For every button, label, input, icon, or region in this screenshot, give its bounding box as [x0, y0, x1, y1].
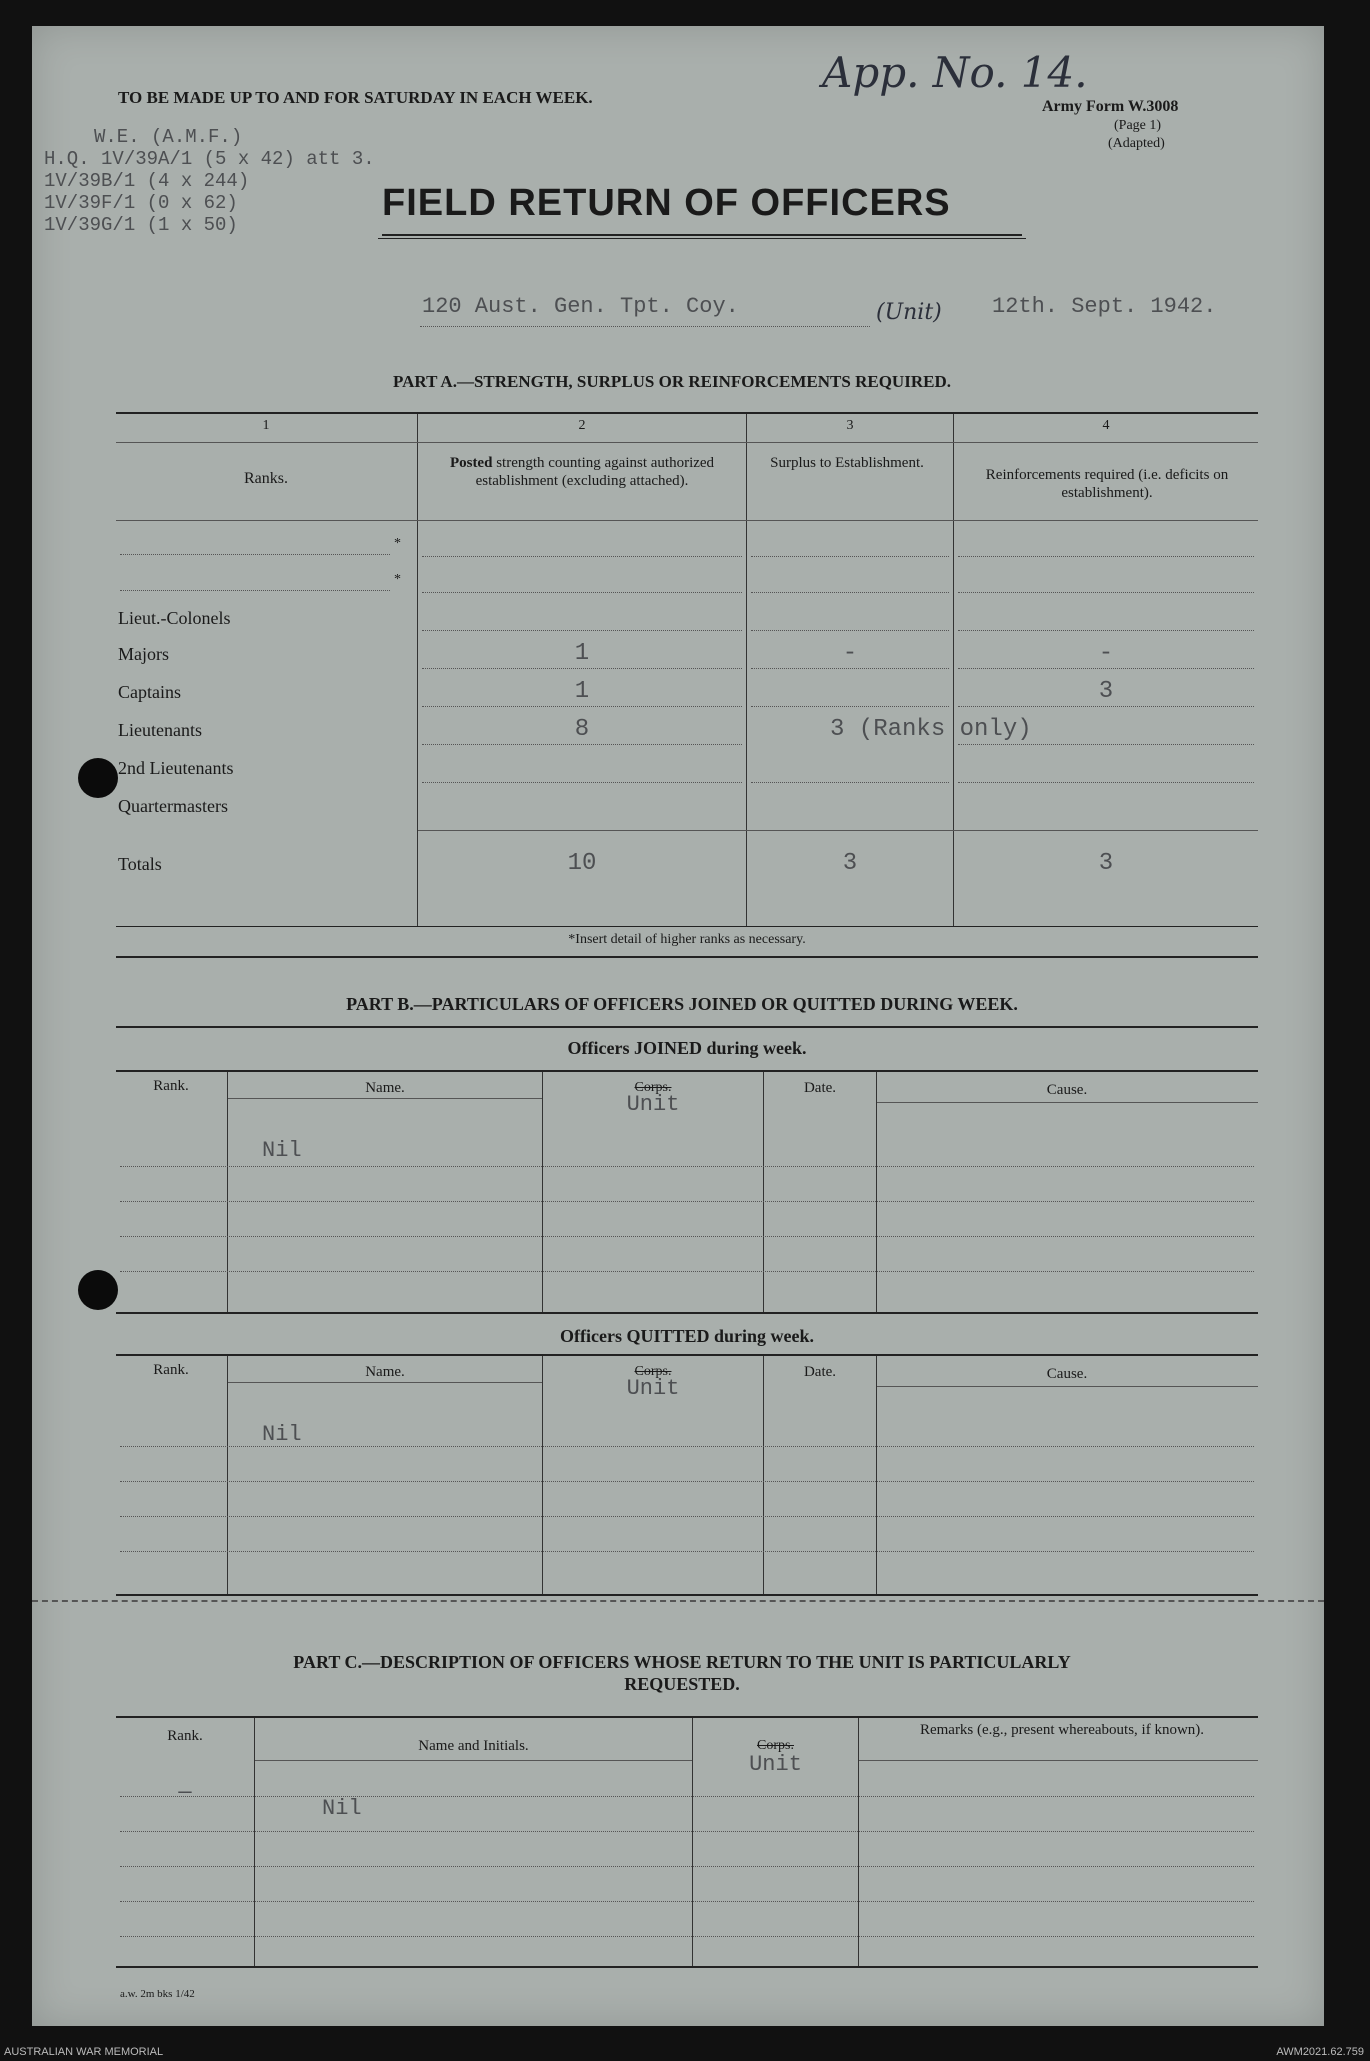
quitted-unit-header: Unit: [626, 1376, 680, 1401]
majors-surplus: -: [842, 640, 858, 667]
footer-archive-id: AWM2021.62.759: [1276, 2046, 1364, 2058]
joined-cause-header: Cause.: [1046, 1082, 1088, 1098]
rank-captains: Captains: [118, 682, 181, 702]
header-posted-bold: Posted: [449, 455, 493, 471]
joined-date-header: Date.: [803, 1080, 837, 1096]
captains-posted: 1: [574, 678, 590, 705]
unit-label: (Unit): [876, 300, 942, 325]
handwritten-reference: App. No. 14.: [822, 48, 1088, 97]
typed-code-line: 1V/39G/1 (1 x 50): [44, 214, 238, 236]
quitted-title: Officers QUITTED during week.: [560, 1326, 814, 1346]
typed-codes: [44, 126, 375, 236]
part-a-footnote: *Insert detail of higher ranks as necessary.: [568, 932, 806, 947]
punch-hole: [78, 758, 118, 798]
rank-majors: Majors: [118, 644, 169, 664]
joined-corps-header: Corps.: [634, 1080, 672, 1095]
part-c-rank-header: Rank.: [167, 1728, 203, 1744]
joined-unit-header: Unit: [626, 1092, 680, 1117]
part-a-title: PART A.—STRENGTH, SURPLUS OR REINFORCEMENTS REQUIRED.: [393, 372, 951, 391]
form-name: Army Form W.3008: [1042, 98, 1179, 115]
joined-title: Officers JOINED during week.: [567, 1038, 807, 1058]
part-c-title-line1: PART C.—DESCRIPTION OF OFFICERS WHOSE RETURN TO THE UNIT IS PARTICULARLY: [293, 1652, 1071, 1672]
joined-entry: Nil: [262, 1138, 302, 1163]
part-c-name-header: Name and Initials.: [418, 1738, 529, 1754]
col-number: 2: [578, 418, 586, 433]
header-reinforcements: Reinforcements required (i.e. deficits on establishment).: [985, 467, 1229, 501]
col-number: 1: [262, 418, 270, 433]
majors-posted: 1: [574, 640, 590, 667]
joined-rank-header: Rank.: [153, 1078, 189, 1094]
form-adapted: (Adapted): [1108, 136, 1165, 151]
totals-posted: 10: [567, 850, 597, 877]
joined-name-header: Name.: [365, 1080, 405, 1096]
col-number: 4: [1102, 418, 1110, 433]
part-b-title: PART B.—PARTICULARS OF OFFICERS JOINED OR QUITTED DURING WEEK.: [346, 994, 1018, 1014]
star-marker: *: [394, 572, 401, 587]
date-value: 12th. Sept. 1942.: [992, 294, 1217, 319]
totals-label: Totals: [118, 854, 162, 874]
part-c-remarks-header: Remarks (e.g., present whereabouts, if known).: [919, 1722, 1205, 1738]
rank-quartermasters: Quartermasters: [118, 796, 228, 816]
typed-code-line: H.Q. 1V/39A/1 (5 x 42) att 3.: [44, 148, 375, 170]
instruction-text: TO BE MADE UP TO AND FOR SATURDAY IN EACH WEEK.: [118, 88, 593, 107]
totals-reinforcements: 3: [1098, 850, 1114, 877]
printer-mark: a.w. 2m bks 1/42: [120, 1988, 195, 2000]
quitted-cause-header: Cause.: [1046, 1366, 1088, 1382]
part-c-rank-entry: —: [178, 1780, 192, 1805]
punch-hole: [78, 1270, 118, 1310]
header-ranks: Ranks.: [244, 470, 288, 487]
form-sheet: [32, 26, 1324, 2026]
quitted-corps-header: Corps.: [634, 1364, 672, 1379]
star-marker: *: [394, 536, 401, 551]
part-c-unit-header: Unit: [749, 1752, 802, 1777]
rank-2nd-lieutenants: 2nd Lieutenants: [118, 758, 234, 778]
quitted-date-header: Date.: [803, 1364, 837, 1380]
form-page: (Page 1): [1114, 118, 1162, 133]
part-c-corps-header: Corps.: [757, 1738, 794, 1753]
header-posted: [432, 454, 732, 490]
col-number: 3: [846, 418, 854, 433]
part-c-title-line2: REQUESTED.: [624, 1674, 740, 1694]
rank-lieutenants: Lieutenants: [118, 720, 202, 740]
quitted-entry: Nil: [262, 1422, 302, 1447]
majors-reinforcements: -: [1098, 640, 1114, 667]
tear-line: [32, 1600, 1324, 1602]
lieutenants-posted: 8: [574, 716, 590, 743]
quitted-rank-header: Rank.: [153, 1362, 189, 1378]
header-surplus: Surplus to Establishment.: [770, 455, 924, 471]
header-posted-rest: strength counting against authorized establishment (excluding attached).: [475, 455, 715, 489]
typed-code-line: 1V/39B/1 (4 x 244): [44, 170, 250, 192]
totals-surplus: 3: [842, 850, 858, 877]
page-title: FIELD RETURN OF OFFICERS: [382, 182, 951, 224]
unit-value: 120 Aust. Gen. Tpt. Coy.: [422, 294, 739, 319]
footer-archive-name: AUSTRALIAN WAR MEMORIAL: [4, 2046, 164, 2058]
lieutenants-surplus: 3 (Ranks only): [830, 716, 1032, 743]
part-c-entry: Nil: [322, 1796, 362, 1821]
captains-reinforcements: 3: [1098, 678, 1114, 705]
quitted-name-header: Name.: [365, 1364, 405, 1380]
typed-code-line: W.E. (A.M.F.): [94, 126, 243, 148]
typed-code-line: 1V/39F/1 (0 x 62): [44, 192, 238, 214]
rank-lieut-colonels: Lieut.-Colonels: [118, 608, 231, 628]
